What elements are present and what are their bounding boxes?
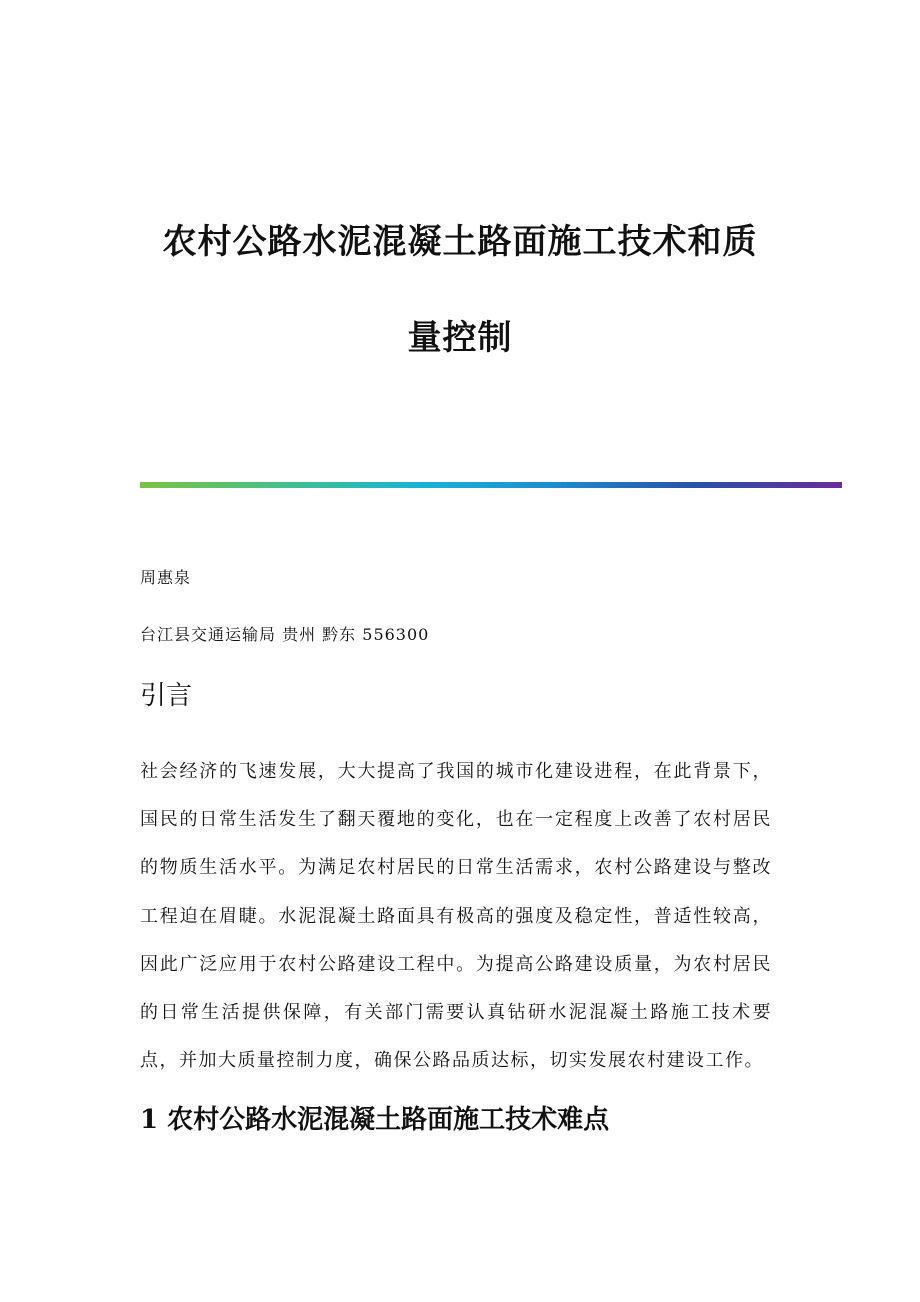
document-title-line-2: 量控制 xyxy=(407,318,513,358)
author-name: 周惠泉 xyxy=(140,568,192,587)
intro-paragraph: 社会经济的飞速发展，大大提高了我国的城市化建设进程，在此背景下，国民的日常生活发生了翻天覆地的变化，也在一定程度上改善了农村居民的物质生活水平。为满足农村居民的日常生活需求，农村公路建设与整改工程迫在眉睫。水泥混凝土路面具有极高的强度及稳定性，普适性较高，因此广泛应用于农村公路建设工程中。为提高公路建设质量，为农村居民的日常生活提供保障，有关部门需要认真钻研水泥混凝土路施工技术要点，并加大质量控制力度，确保公路品质达标，切实发展农村建设工作。 xyxy=(140,761,772,1072)
title-divider xyxy=(140,482,842,488)
section-1-heading: 1 农村公路水泥混凝土路面施工技术难点 xyxy=(140,1105,610,1135)
document-title-line-1: 农村公路水泥混凝土路面施工技术和质 xyxy=(162,222,758,262)
author-affiliation: 台江县交通运输局 贵州 黔东 556300 xyxy=(140,625,430,644)
intro-heading: 引言 xyxy=(140,681,193,711)
